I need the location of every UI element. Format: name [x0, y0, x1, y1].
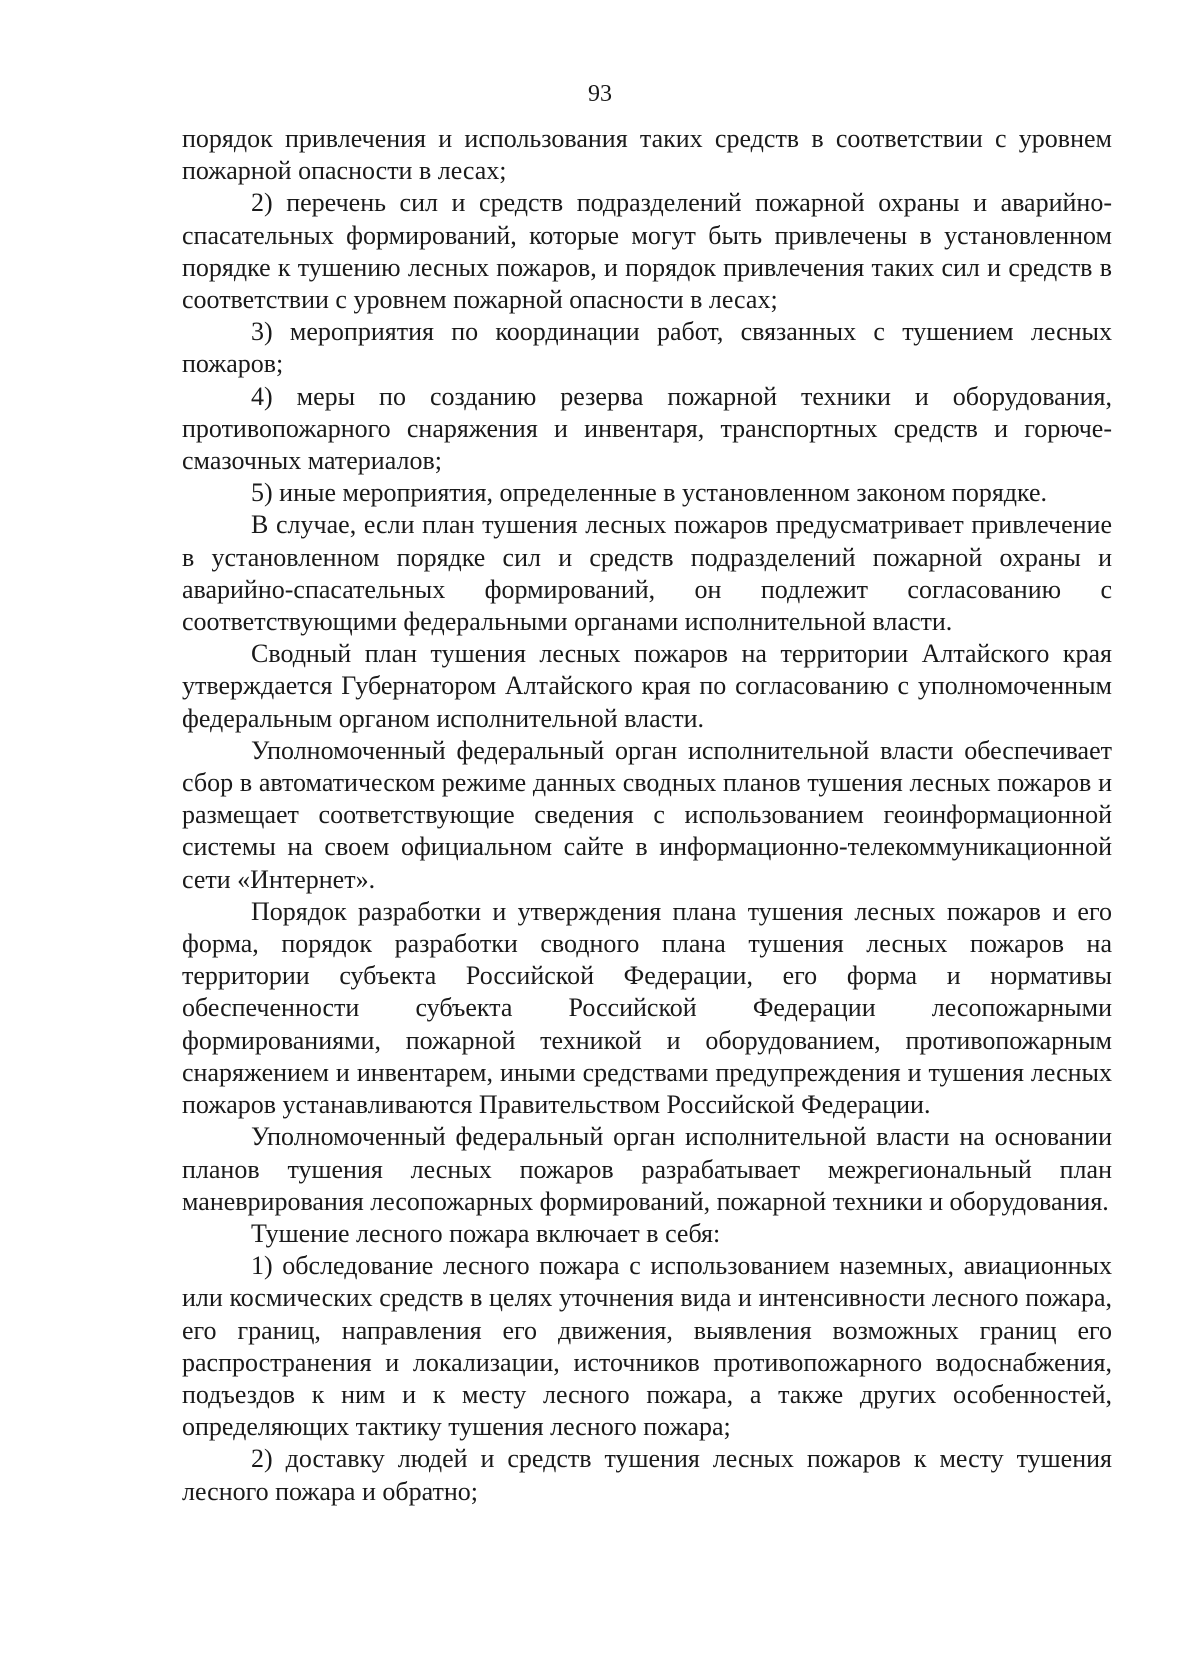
paragraph-procedure: Порядок разработки и утверждения плана тушения лесных пожаров и его форма, порядок разработки сводного плана тушения лесных пожаров на территории субъекта Российской Федерации, его форма и нормативы обеспеченности субъекта Российской Федерации лесопожарными формированиями, пожарной техникой и оборудованием, противопожарным снаряжением и инвентарем, иными средствами предупреждения и тушения лесных пожаров устанавливаются Правительством Российской Федерации. — [182, 896, 1112, 1120]
paragraph-coordination: В случае, если план тушения лесных пожаров предусматривает привлечение в установленном порядке сил и средств подразделений пожарной охраны и аварийно-спасательных формирований, он подлежит согласованию с соответствующими федеральными органами исполнительной власти. — [182, 510, 1112, 637]
paragraph-extinguishing-includes: Тушение лесного пожара включает в себя: — [251, 1218, 721, 1248]
list-item-4: 4) меры по созданию резерва пожарной техники и оборудования, противопожарного снаряжения и инвентаря, транспортных средств и горюче-смазочных материалов; — [182, 381, 1112, 476]
list-item-2: 2) перечень сил и средств подразделений пожарной охраны и аварийно-спасательных формирований, которые могут быть привлечены в установленном порядке к тушению лесных пожаров, и порядок привлечения таких сил и средств в соответствии с уровнем пожарной опасности в лесах; — [182, 188, 1112, 315]
page-number: 93 — [588, 81, 612, 107]
list-item-3: 3) мероприятия по координации работ, связанных с тушением лесных пожаров; — [182, 317, 1112, 379]
document-body — [182, 123, 1112, 1508]
list-item-survey: 1) обследование лесного пожара с использованием наземных, авиационных или космических средств в целях уточнения вида и интенсивности лесного пожара, его границ, направления его движения, выявления возможных границ его распространения и локализации, источников противопожарного водоснабжения, подъездов к ним и к месту лесного пожара, а также других особенностей, определяющих тактику тушения лесного пожара; — [182, 1251, 1112, 1442]
list-item-5: 5) иные мероприятия, определенные в установленном законом порядке. — [251, 478, 1048, 508]
paragraph-continuation: порядок привлечения и использования таких средств в соответствии с уровнем пожарной опасности в лесах; — [182, 124, 1112, 186]
paragraph-interregional-plan: Уполномоченный федеральный орган исполнительной власти на основании планов тушения лесных пожаров разрабатывает межрегиональный план маневрирования лесопожарных формирований, пожарной техники и оборудования. — [182, 1122, 1112, 1216]
paragraph-consolidated-plan: Сводный план тушения лесных пожаров на территории Алтайского края утверждается Губернатором Алтайского края по согласованию с уполномоченным федеральным органом исполнительной власти. — [182, 639, 1112, 733]
paragraph-authorized-body: Уполномоченный федеральный орган исполнительной власти обеспечивает сбор в автоматическом режиме данных сводных планов тушения лесных пожаров и размещает соответствующие сведения с использованием геоинформационной системы на своем официальном сайте в информационно-телекоммуникационной сети «Интернет». — [182, 735, 1112, 894]
list-item-delivery: 2) доставку людей и средств тушения лесных пожаров к месту тушения лесного пожара и обратно; — [182, 1444, 1112, 1506]
